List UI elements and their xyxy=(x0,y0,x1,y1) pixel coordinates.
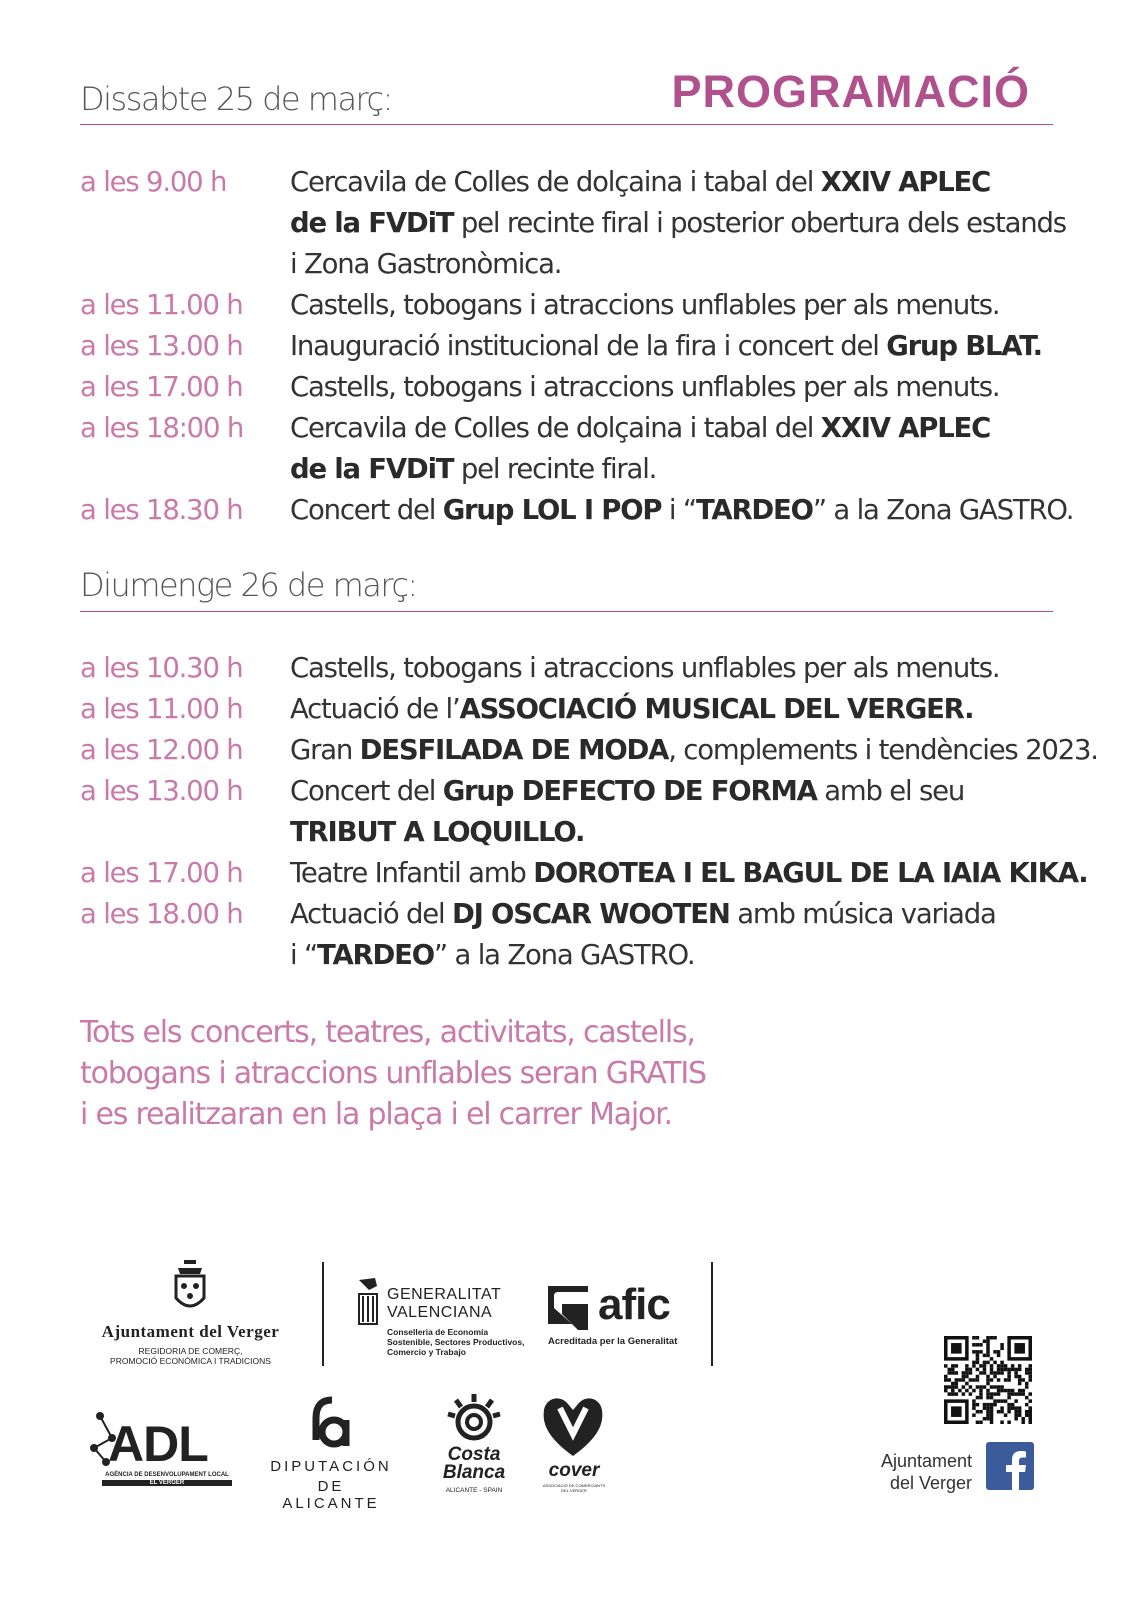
event-text: Castells, tobogans i atraccions unflables per als menuts. xyxy=(290,289,1000,321)
event-description-line xyxy=(290,449,1080,490)
event-highlight: TARDEO xyxy=(695,494,813,526)
event-text: Gran xyxy=(290,734,360,766)
note-line: Tots els concerts, teatres, activitats, castells, xyxy=(80,1015,695,1050)
event-text: Castells, tobogans i atraccions unflables per als menuts. xyxy=(290,652,1000,684)
event-row xyxy=(80,730,1098,771)
event-text: amb música variada xyxy=(729,898,996,930)
generalitat-line2: VALENCIANA xyxy=(387,1304,493,1321)
event-text: Teatre Infantil amb xyxy=(290,857,534,889)
event-description-line xyxy=(290,730,1098,771)
schedule-sunday xyxy=(80,648,1098,976)
generalitat-sub3: Comercio y Trabajo xyxy=(387,1347,466,1357)
event-description-line xyxy=(290,408,1080,449)
event-row xyxy=(80,853,1088,894)
afic-logo xyxy=(548,1280,688,1354)
event-highlight: Grup BLAT. xyxy=(886,330,1042,362)
event-row xyxy=(80,771,1080,853)
day-divider xyxy=(80,611,1053,612)
adl-name: ADL xyxy=(108,1416,208,1472)
event-text: Concert del xyxy=(290,775,443,807)
event-description-line xyxy=(290,326,1080,367)
event-row xyxy=(80,894,1080,976)
event-text: ” a la Zona GASTRO. xyxy=(812,494,1074,526)
cover-sub: ASSOCIACIÓ DE COMERCIANTS DEL VERGER xyxy=(542,1483,606,1493)
free-activities-note xyxy=(80,1012,706,1135)
qr-code[interactable] xyxy=(944,1336,1032,1424)
cover-name: cover xyxy=(548,1460,600,1481)
event-highlight: de la FVDiT xyxy=(290,207,454,239)
day-heading-saturday: Dissabte 25 de març: xyxy=(80,80,392,118)
event-text: Castells, tobogans i atraccions unflables per als menuts. xyxy=(290,371,1000,403)
event-description-line xyxy=(290,894,1080,935)
event-description-line xyxy=(290,648,1080,689)
event-time: a les 10.30 h xyxy=(80,652,243,684)
event-description-line xyxy=(290,203,1080,244)
ajuntament-sub1: REGIDORIA DE COMERÇ, xyxy=(138,1346,243,1356)
event-highlight: Grup DEFECTO DE FORMA xyxy=(442,775,817,807)
costablanca-line1: Costa xyxy=(447,1444,501,1465)
cover-logo xyxy=(536,1394,612,1494)
costablanca-logo xyxy=(424,1392,524,1500)
cover-heart-icon xyxy=(540,1394,606,1458)
facebook-caption-line2: del Verger xyxy=(889,1473,972,1493)
event-time: a les 9.00 h xyxy=(80,166,227,198)
event-description-line xyxy=(290,162,1080,203)
event-text: i “ xyxy=(661,494,696,526)
diputacion-a-icon xyxy=(302,1396,362,1452)
event-text: amb el seu xyxy=(816,775,965,807)
event-row xyxy=(80,689,1080,730)
afic-mark-icon xyxy=(548,1286,592,1330)
event-highlight: TRIBUT A LOQUILLO. xyxy=(290,816,585,848)
event-highlight: de la FVDiT xyxy=(290,453,454,485)
event-highlight: TARDEO xyxy=(317,939,434,971)
sun-spiral-icon xyxy=(446,1392,502,1444)
facebook-icon[interactable] xyxy=(986,1442,1034,1490)
event-text: Actuació de l’ xyxy=(290,693,460,725)
ajuntament-sub2: PROMOCIÓ ECONÒMICA I TRADICIONS xyxy=(110,1356,271,1366)
adl-logo xyxy=(88,1410,233,1490)
event-row xyxy=(80,285,1080,326)
event-time: a les 17.00 h xyxy=(80,371,243,403)
afic-name: afic xyxy=(598,1280,670,1329)
event-text: Cercavila de Colles de dolçaina i tabal del xyxy=(290,412,821,444)
event-text: i Zona Gastronòmica. xyxy=(290,248,562,280)
costablanca-line2: Blanca xyxy=(442,1462,506,1483)
event-description-line xyxy=(290,853,1088,894)
ajuntament-name: Ajuntament del Verger xyxy=(101,1322,280,1341)
logo-separator xyxy=(322,1262,324,1366)
event-highlight: DJ OSCAR WOOTEN xyxy=(452,898,730,930)
event-row xyxy=(80,367,1080,408)
day-heading-sunday: Diumenge 26 de març: xyxy=(80,566,417,604)
event-row xyxy=(80,162,1080,285)
diputacion-line1: DIPUTACIÓN xyxy=(270,1458,392,1475)
logo-separator xyxy=(711,1262,713,1366)
generalitat-sub1: Conselleria de Economía xyxy=(387,1327,489,1337)
event-text: pel recinte firal. xyxy=(453,453,657,485)
diputacion-line2: DE ALICANTE xyxy=(282,1478,380,1512)
event-row xyxy=(80,408,1080,490)
adl-sub2: EL VERGER xyxy=(102,1480,232,1486)
event-text: i “ xyxy=(290,939,318,971)
costablanca-sub: ALICANTE - SPAIN xyxy=(445,1487,503,1494)
event-time: a les 13.00 h xyxy=(80,775,243,807)
event-description-line xyxy=(290,771,1080,812)
event-description-line xyxy=(290,689,1080,730)
event-description-line xyxy=(290,367,1080,408)
event-time: a les 18:00 h xyxy=(80,412,244,444)
facebook-caption-line1: Ajuntament xyxy=(880,1451,972,1471)
event-description-line xyxy=(290,812,1080,853)
event-text: , complements i tendències 2023. xyxy=(668,734,1098,766)
event-text: Cercavila de Colles de dolçaina i tabal del xyxy=(290,166,821,198)
event-time: a les 13.00 h xyxy=(80,330,243,362)
event-time: a les 11.00 h xyxy=(80,693,243,725)
event-highlight: DOROTEA I EL BAGUL DE LA IAIA KIKA. xyxy=(533,857,1088,889)
generalitat-line1: GENERALITAT xyxy=(387,1286,502,1303)
event-highlight: ASSOCIACIÓ MUSICAL DEL VERGER. xyxy=(459,693,974,725)
generalitat-sub2: Sostenible, Sectores Productivos, xyxy=(387,1337,525,1347)
schedule-saturday xyxy=(80,162,1080,531)
ajuntament-logo xyxy=(78,1258,303,1368)
event-text: Concert del xyxy=(290,494,443,526)
generalitat-bat-icon xyxy=(355,1276,381,1336)
event-description-line xyxy=(290,244,1080,285)
event-time: a les 18.00 h xyxy=(80,898,243,930)
event-time: a les 12.00 h xyxy=(80,734,243,766)
adl-sub1: AGÈNCIA DE DESENVOLUPAMENT LOCAL xyxy=(105,1472,229,1478)
event-row xyxy=(80,326,1080,367)
event-highlight: Grup LOL I POP xyxy=(442,494,662,526)
event-text: Actuació del xyxy=(290,898,452,930)
generalitat-logo xyxy=(355,1276,535,1366)
facebook-caption xyxy=(858,1450,972,1494)
event-row xyxy=(80,648,1080,689)
event-text: Inauguració institucional de la fira i concert del xyxy=(290,330,887,362)
page-title: PROGRAMACIÓ xyxy=(671,66,1030,117)
event-text: ” a la Zona GASTRO. xyxy=(433,939,695,971)
event-highlight: XXIV APLEC xyxy=(820,412,991,444)
diputacion-logo xyxy=(266,1396,396,1512)
day-divider xyxy=(80,124,1053,125)
note-line: i es realitzaran en la plaça i el carrer Major. xyxy=(80,1097,672,1132)
note-line: tobogans i atraccions unflables seran GRATIS xyxy=(80,1056,706,1091)
event-row xyxy=(80,490,1080,531)
afic-sub: Acreditada per la Generalitat xyxy=(548,1336,678,1347)
event-highlight: DESFILADA DE MODA xyxy=(359,734,669,766)
event-description-line xyxy=(290,935,1080,976)
event-highlight: XXIV APLEC xyxy=(820,166,991,198)
event-text: pel recinte firal i posterior obertura dels estands xyxy=(453,207,1066,239)
event-description-line xyxy=(290,285,1080,326)
event-time: a les 11.00 h xyxy=(80,289,243,321)
event-description-line xyxy=(290,490,1080,531)
event-time: a les 18.30 h xyxy=(80,494,243,526)
coat-of-arms-icon xyxy=(170,1258,210,1318)
event-time: a les 17.00 h xyxy=(80,857,243,889)
